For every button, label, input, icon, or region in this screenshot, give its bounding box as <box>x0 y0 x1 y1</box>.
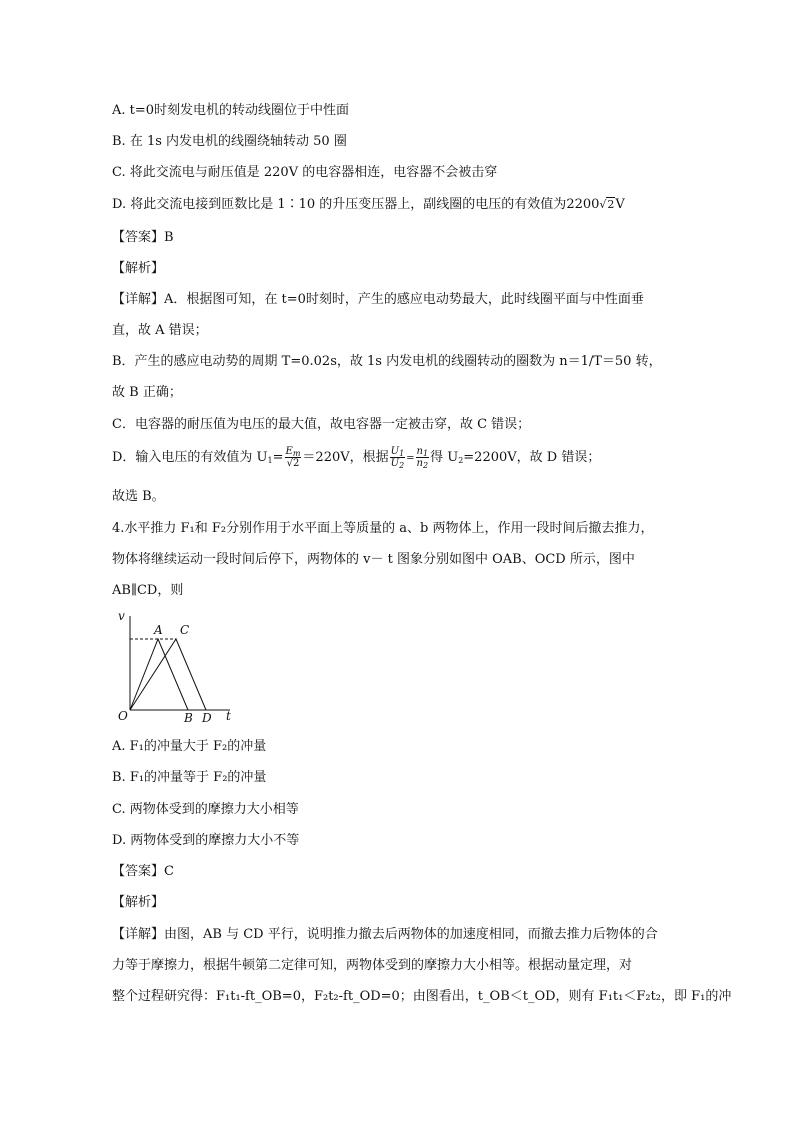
q3-d6-f2densub: 2 <box>399 461 405 470</box>
q3-detail-line-6 <box>112 446 600 469</box>
q3-d6-sub1: 1 <box>267 456 273 465</box>
q4-answer: 【答案】C <box>112 864 174 879</box>
sqrt-symbol: √2 <box>599 198 615 211</box>
q3-option-d-unit: V <box>615 197 625 212</box>
q4-option-c: C. 两物体受到的摩擦力大小相等 <box>112 802 299 817</box>
q3-detail-line-3: B．产生的感应电动势的周期 T=0.02s，故 1s 内发电机的线圈转动的圈数为 n＝1/T＝50 转， <box>112 354 662 369</box>
q3-option-d-text: D. 将此交流电接到匝数比是 1∶10 的升压变压器上，副线圈的电压的有效值为 <box>112 197 567 212</box>
q4-stem-line-3: AB∥CD，则 <box>112 583 184 598</box>
q3-detail-line-5: C．电容器的耐压值为电压的最大值，故电容器一定被击穿，故 C 错误； <box>112 417 531 432</box>
q3-d6-eq2: = <box>406 453 415 464</box>
q3-answer: 【答案】B <box>112 230 174 245</box>
point-c-label: C <box>180 623 190 637</box>
q3-d6-f3densub: 2 <box>423 461 429 470</box>
q3-option-d <box>112 195 625 215</box>
q3-d6-eq: = <box>272 450 284 465</box>
curve-oab <box>130 639 188 710</box>
q3-d6-end: =2200V，故 D 错误； <box>463 450 601 465</box>
point-a-label: A <box>154 623 163 637</box>
x-axis-label: t <box>226 709 231 723</box>
q4-option-b: B. F₁的冲量等于 F₂的冲量 <box>112 770 267 785</box>
origin-label: O <box>118 709 128 723</box>
q3-d6-post: 得 U <box>430 450 459 465</box>
q3-option-c: C. 将此交流电与耐压值是 220V 的电容器相连，电容器不会被击穿 <box>112 165 498 180</box>
q3-option-b: B. 在 1s 内发电机的线圈绕轴转动 50 圈 <box>112 134 347 149</box>
q4-option-a: A. F₁的冲量大于 F₂的冲量 <box>112 739 267 754</box>
y-axis-label: v <box>118 609 125 623</box>
q4-stem-line-1: 4.水平推力 F₁和 F₂分别作用于水平面上等质量的 a、b 两物体上，作用一段时间后撤去推力， <box>112 521 654 536</box>
q4-analysis-heading: 【解析】 <box>112 895 165 910</box>
q4-option-d: D. 两物体受到的摩擦力大小不等 <box>112 833 300 848</box>
q3-option-a: A. t=0时刻发电机的转动线圈位于中性面 <box>112 103 350 118</box>
q3-conclusion: 故选 B。 <box>112 489 165 504</box>
q4-detail-line-2: 力等于摩擦力，根据牛顿第二定律可知，两物体受到的摩擦力大小相等。根据动量定理，对 <box>112 958 633 973</box>
point-b-label: B <box>184 711 193 725</box>
q3-detail-line-2: 直，故 A 错误； <box>112 323 208 338</box>
fraction-n1-n2 <box>416 446 430 469</box>
fraction-em-sqrt2: $\frac{E_m}{√2}$ <box>285 446 301 469</box>
q3-option-d-radicand: 2 <box>607 198 615 211</box>
q3-d6-f2numsub: 1 <box>399 449 405 458</box>
point-d-label: D <box>202 711 212 725</box>
q3-d6-f3num: n <box>416 446 423 457</box>
q4-detail-line-1: 【详解】由图，AB 与 CD 平行，说明推力撤去后两物体的加速度相同，而撤去推力后物体的合 <box>112 927 658 942</box>
q3-d6-mid: ＝220V，根据 <box>302 450 389 465</box>
vt-graph <box>112 606 242 726</box>
q3-d6-f2num: U <box>390 446 400 457</box>
fraction-u1-u2 <box>390 446 406 469</box>
q3-d6-numsub: m <box>292 449 301 458</box>
q3-detail-line-4: 故 B 正确； <box>112 385 182 400</box>
q3-d6-den: 2 <box>292 458 300 469</box>
q3-d6-sub2: 2 <box>458 456 464 465</box>
q3-option-d-value: 2200 <box>566 197 600 212</box>
q3-detail-line-1: 【详解】A．根据图可知，在 t=0时刻时，产生的感应电动势最大，此时线圈平面与中性面垂 <box>112 292 644 307</box>
q3-d6-f3numsub: 1 <box>423 449 429 458</box>
q3-d6-num: E <box>285 446 293 457</box>
q4-detail-line-3: 整个过程研究得：F₁t₁-ft_OB=0，F₂t₂-ft_OD=0；由图看出，t_OB＜t_OD，则有 F₁t₁＜F₂t₂，即 F₁的冲 <box>112 989 732 1004</box>
q4-stem-line-2: 物体将继续运动一段时间后停下，两物体的 v－ t 图象分别如图中 OAB、OCD 所示，图中 <box>112 552 635 567</box>
curve-ocd <box>130 639 206 710</box>
q3-d6-f3den: n <box>416 458 423 469</box>
q3-d6-f2den: U <box>390 458 400 469</box>
q3-analysis-heading: 【解析】 <box>112 261 165 276</box>
q3-d6-pre: D．输入电压的有效值为 U <box>112 450 268 465</box>
